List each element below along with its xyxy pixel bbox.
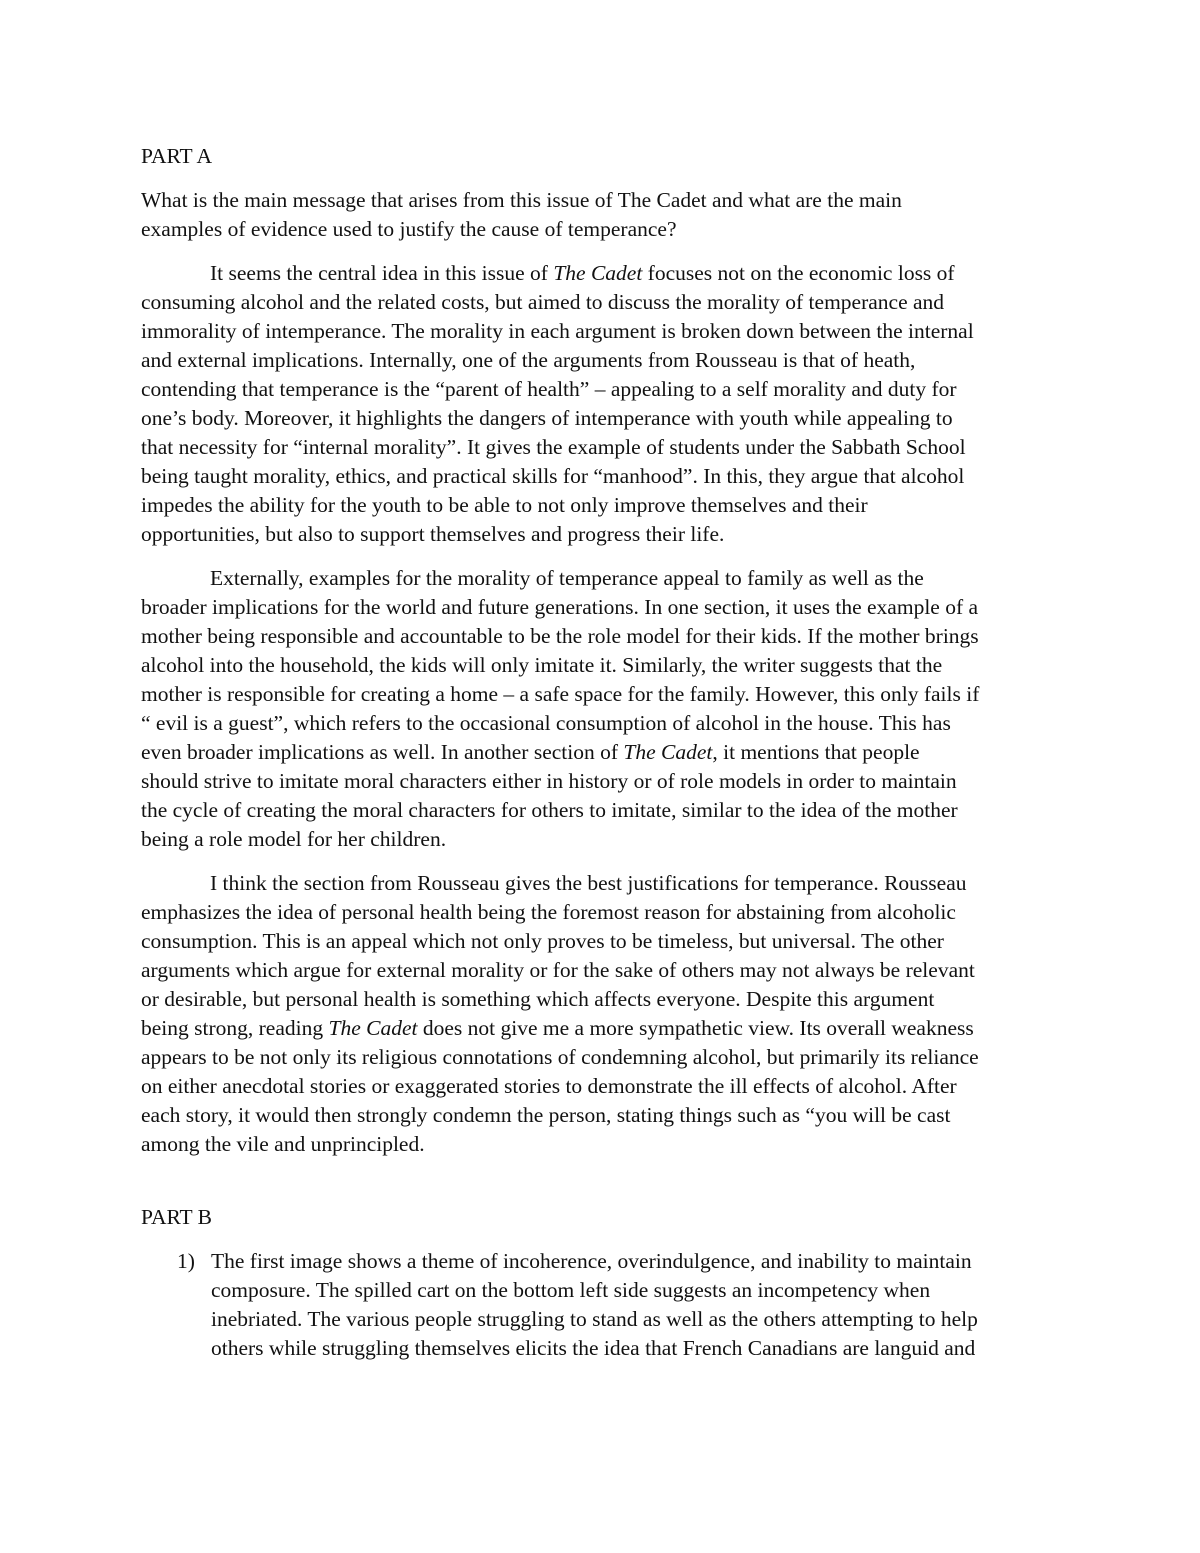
list-number: 1) <box>177 1249 195 1273</box>
paragraph-line: on either anecdotal stories or exaggerated stories to demonstrate the ill effects of alcohol. After <box>141 1074 957 1098</box>
paragraph-2 <box>141 564 1065 854</box>
paragraph-line: the cycle of creating the moral characters for others to imitate, similar to the idea of the mother <box>141 798 958 822</box>
paragraph-line: each story, it would then strongly condemn the person, stating things such as “you will be cast <box>141 1103 951 1127</box>
paragraph-line: Externally, examples for the morality of temperance appeal to family as well as the <box>210 566 924 590</box>
paragraph-line: being a role model for her children. <box>141 827 447 851</box>
paragraph-line: alcohol into the household, the kids will only imitate it. Similarly, the writer suggests that the <box>141 653 943 677</box>
paragraph-line: appears to be not only its religious connotations of condemning alcohol, but primarily its reliance <box>141 1045 979 1069</box>
paragraph-line: arguments which argue for external morality or for the sake of others may not always be relevant <box>141 958 975 982</box>
part-a-question <box>141 186 1065 244</box>
paragraph-line: mother is responsible for creating a home – a safe space for the family. However, this only fails if <box>141 682 980 706</box>
paragraph-line: impedes the ability for the youth to be able to not only improve themselves and their <box>141 493 868 517</box>
part-a-heading: PART A <box>141 144 213 168</box>
paragraph-line: consuming alcohol and the related costs, but aimed to discuss the morality of temperance and <box>141 290 945 314</box>
text-run: focuses not on the economic loss of <box>642 261 955 285</box>
question-line: examples of evidence used to justify the cause of temperance? <box>141 217 677 241</box>
paragraph-line <box>141 259 1065 288</box>
list-item-line: others while struggling themselves elicits the idea that French Canadians are languid and <box>211 1336 976 1360</box>
italic-title: The Cadet <box>623 740 713 764</box>
paragraph-1 <box>141 259 1065 549</box>
paragraph-line: that necessity for “internal morality”. It gives the example of students under the Sabbath School <box>141 435 966 459</box>
paragraph-line: opportunities, but also to support themselves and progress their life. <box>141 522 725 546</box>
text-run: It seems the central idea in this issue of <box>210 261 554 285</box>
paragraph-line: being taught morality, ethics, and practical skills for “manhood”. In this, they argue that alcohol <box>141 464 965 488</box>
paragraph-line: and external implications. Internally, one of the arguments from Rousseau is that of heath, <box>141 348 916 372</box>
text-run: does not give me a more sympathetic view. Its overall weakness <box>417 1016 974 1040</box>
paragraph-line: among the vile and unprincipled. <box>141 1132 425 1156</box>
paragraph-line: broader implications for the world and future generations. In one section, it uses the example of a <box>141 595 979 619</box>
paragraph-line: I think the section from Rousseau gives the best justifications for temperance. Rousseau <box>210 871 967 895</box>
list-item-line: The first image shows a theme of incoherence, overindulgence, and inability to maintain <box>211 1249 972 1273</box>
paragraph-line <box>141 738 1065 767</box>
italic-title: The Cadet <box>553 261 643 285</box>
paragraph-line: “ evil is a guest”, which refers to the occasional consumption of alcohol in the house. This has <box>141 711 951 735</box>
paragraph-line <box>141 1014 1065 1043</box>
part-b-heading: PART B <box>141 1205 213 1229</box>
paragraph-line: one’s body. Moreover, it highlights the dangers of intemperance with youth while appealing to <box>141 406 953 430</box>
list-item <box>141 1247 1065 1363</box>
paragraph-line: contending that temperance is the “parent of health” – appealing to a self morality and duty for <box>141 377 957 401</box>
text-run: even broader implications as well. In another section of <box>141 740 624 764</box>
paragraph-line: should strive to imitate moral characters either in history or of role models in order to maintain <box>141 769 957 793</box>
list-item-line: inebriated. The various people struggling to stand as well as the others attempting to help <box>211 1307 978 1331</box>
paragraph-line: immorality of intemperance. The morality in each argument is broken down between the internal <box>141 319 974 343</box>
question-line: What is the main message that arises from this issue of The Cadet and what are the main <box>141 188 902 212</box>
paragraph-line: or desirable, but personal health is something which affects everyone. Despite this argument <box>141 987 935 1011</box>
paragraph-line: emphasizes the idea of personal health being the foremost reason for abstaining from alcoholic <box>141 900 956 924</box>
text-run: being strong, reading <box>141 1016 329 1040</box>
italic-title: The Cadet <box>328 1016 418 1040</box>
paragraph-line: consumption. This is an appeal which not only proves to be timeless, but universal. The other <box>141 929 944 953</box>
document-content <box>141 142 1065 1363</box>
paragraph-line: mother being responsible and accountable to be the role model for their kids. If the mother brings <box>141 624 979 648</box>
list-item-line: composure. The spilled cart on the bottom left side suggests an incompetency when <box>211 1278 931 1302</box>
text-run: , it mentions that people <box>712 740 920 764</box>
paragraph-3 <box>141 869 1065 1159</box>
